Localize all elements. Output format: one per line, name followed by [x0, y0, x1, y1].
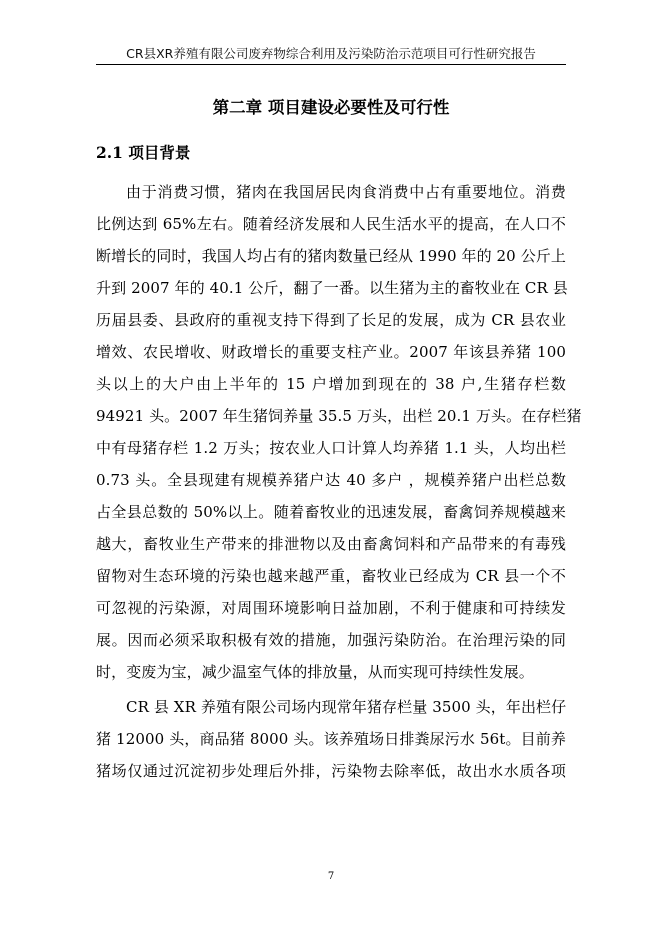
paragraph-line: 断增长的同时，我国人均占有的猪肉数量已经从 1990 年的 20 公斤上 — [96, 247, 566, 265]
paragraph-line: 占全县总数的 50%以上。随着畜牧业的迅速发展，畜禽饲养规模越来 — [96, 503, 566, 521]
paragraph-line: 由于消费习惯，猪肉在我国居民肉食消费中占有重要地位。消费 — [126, 183, 566, 201]
paragraph-line: 可忽视的污染源，对周围环境影响日益加剧，不利于健康和可持续发 — [96, 599, 566, 617]
paragraph-line: 0.73 头。全县现建有规模养猪户达 40 多户 ，规模养猪户出栏总数 — [96, 471, 566, 489]
paragraph-line: 头以上的大户由上半年的 15 户增加到现在的 38 户,生猪存栏数 — [96, 375, 566, 393]
page-number: 7 — [327, 871, 335, 882]
paragraph-line: 展。因而必须采取积极有效的措施，加强污染防治。在治理污染的同 — [96, 631, 566, 649]
paragraph-line: 比例达到 65%左右。随着经济发展和人民生活水平的提高，在人口不 — [96, 215, 566, 233]
section-title: 2.1 项目背景 — [96, 143, 191, 162]
paragraph-line: 猪 12000 头，商品猪 8000 头。该养殖场日排粪尿污水 56t。目前养 — [96, 730, 566, 748]
chapter-title: 第二章 项目建设必要性及可行性 — [212, 98, 450, 117]
paragraph-line: 留物对生态环境的污染也越来越严重，畜牧业已经成为 CR 县一个不 — [96, 567, 566, 585]
header-rule — [96, 64, 566, 65]
paragraph-line: 94921 头。2007 年生猪饲养量 35.5 万头，出栏 20.1 万头。在存栏猪 — [96, 407, 582, 425]
running-header: CR县XR养殖有限公司废弃物综合利用及污染防治示范项目可行性研究报告 — [126, 46, 536, 61]
paragraph-line: 增效、农民增收、财政增长的重要支柱产业。2007 年该县养猪 100 — [96, 343, 566, 361]
paragraph-line: CR 县 XR 养殖有限公司场内现常年猪存栏量 3500 头，年出栏仔 — [126, 698, 567, 716]
paragraph-line: 升到 2007 年的 40.1 公斤，翻了一番。以生猪为主的畜牧业在 CR 县 — [96, 279, 568, 297]
paragraph-line: 越大，畜牧业生产带来的排泄物以及由畜禽饲料和产品带来的有毒残 — [96, 535, 566, 553]
paragraph-line: 历届县委、县政府的重视支持下得到了长足的发展，成为 CR 县农业 — [96, 311, 566, 329]
paragraph-line: 猪场仅通过沉淀初步处理后外排，污染物去除率低，故出水水质各项 — [96, 762, 566, 780]
paragraph-line: 时，变废为宝，减少温室气体的排放量，从而实现可持续性发展。 — [96, 663, 534, 681]
paragraph-line: 中有母猪存栏 1.2 万头；按农业人口计算人均养猪 1.1 头，人均出栏 — [96, 439, 566, 457]
